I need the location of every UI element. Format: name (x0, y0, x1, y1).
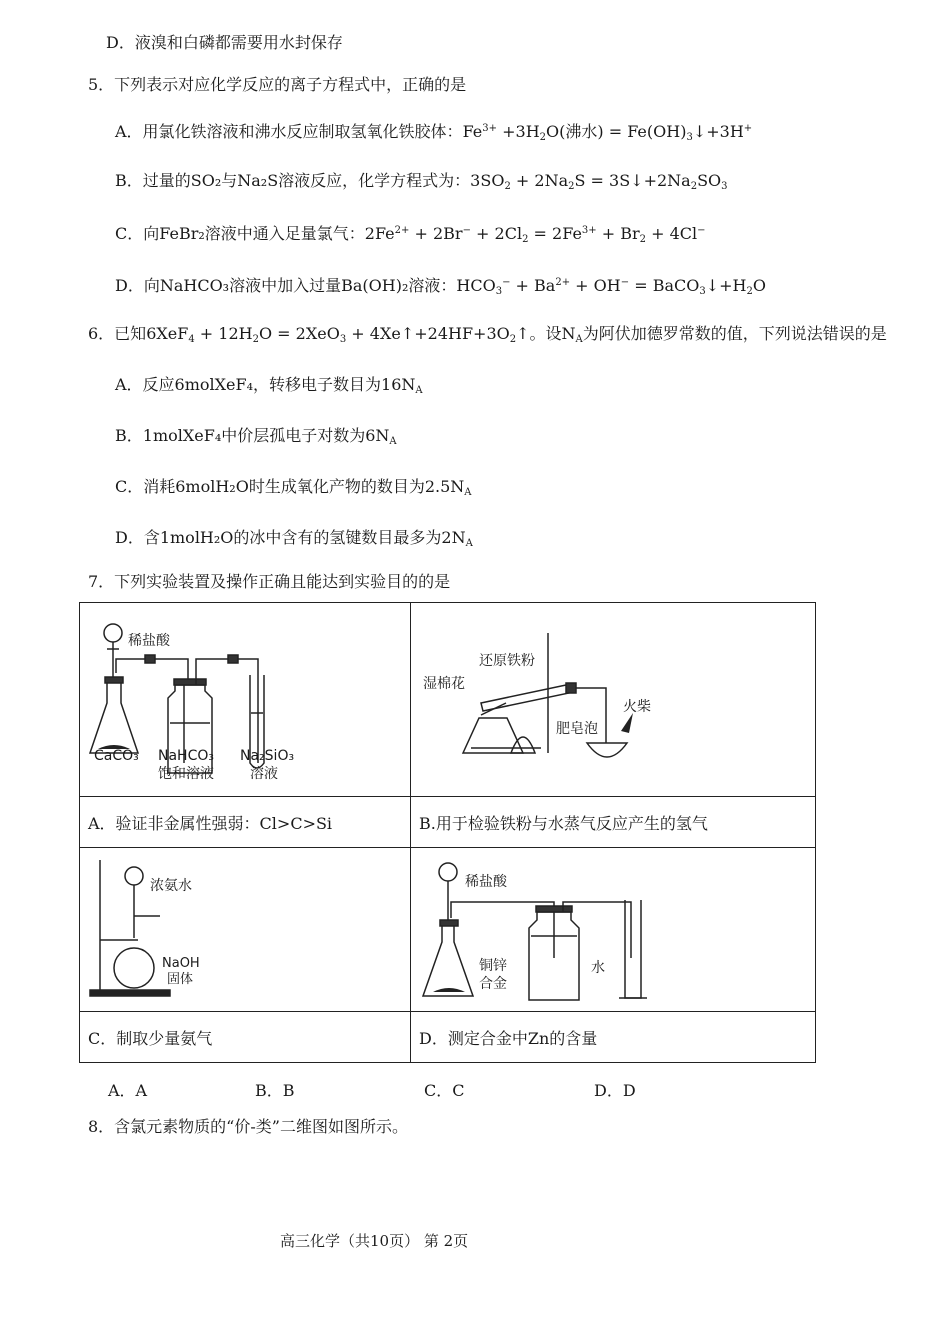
caption-b: B.用于检验铁粉与水蒸气反应产生的氢气 (411, 797, 816, 848)
q5-stem: 5．下列表示对应化学反应的离子方程式中，正确的是 (88, 75, 467, 94)
caption-a: A．验证非金属性强弱：Cl>C>Si (80, 797, 411, 848)
q7-choice-b: B．B (255, 1081, 295, 1100)
q5-option-d (115, 272, 766, 303)
q7-choice-a: A．A (108, 1081, 148, 1100)
q7-stem: 7．下列实验装置及操作正确且能达到实验目的的是 (88, 572, 451, 591)
q6-option-b-text: B．1molXeF₄中价层孤电子对数为6N (115, 426, 390, 445)
q5-option-d-text: D．向NaHCO₃溶液中加入过量Ba(OH)₂溶液： (115, 276, 457, 295)
q6-option-c: C．消耗6molH₂O时生成氧化产物的数目为$2.5N_A$ (115, 477, 472, 498)
label-alloy-2: 合金 (479, 976, 507, 992)
q5-option-b (115, 170, 728, 198)
q5-option-a-text: A．用氯化铁溶液和沸水反应制取氢氧化铁胶体： (115, 122, 463, 141)
q6-option-d-text: D．含1molH₂O的冰中含有的氢键数目最多为2N (115, 528, 466, 547)
figure-b-drawing (411, 603, 816, 796)
q5-option-b-eq: $3SO_2 + 2Na_2S$ = $3S↓+2Na_2SO_3$ (470, 171, 728, 192)
label-cotton: 湿棉花 (423, 676, 465, 692)
q6-stem-suffix: 。设N (529, 324, 576, 343)
q7-choice-d: D．D (594, 1081, 636, 1100)
figure-b (411, 603, 815, 796)
label-caco3: CaCO₃ (94, 748, 139, 764)
q7-choice-c: C．C (424, 1081, 465, 1100)
caption-d: D．测定合金中Zn的含量 (411, 1012, 816, 1063)
label-na2sio3: Na₂SiO₃ (240, 748, 295, 764)
q6-stem-prefix: 6．已知 (88, 324, 147, 343)
q8-stem: 8．含氯元素物质的“价-类”二维图如图所示。 (88, 1117, 408, 1136)
label-nahco3-sat: 饱和溶液 (158, 766, 214, 782)
label-alloy-1: 铜锌 (479, 958, 507, 974)
figure-a-drawing (80, 603, 410, 796)
label-soap: 肥皂泡 (556, 721, 598, 737)
figure-a (80, 603, 410, 796)
caption-c: C．制取少量氨气 (80, 1012, 411, 1063)
q6-option-a-text: A．反应6molXeF₄，转移电子数目为16N (115, 375, 416, 394)
q5-option-c (115, 220, 706, 251)
q6-stem-eq: $6XeF_4 + 12H_2O = 2XeO_3$ + $4Xe↑+24HF+3O_2↑$ (146, 324, 530, 345)
q5-option-b-text: B．过量的SO₂与Na₂S溶液反应，化学方程式为： (115, 171, 471, 190)
figure-c (80, 848, 410, 1011)
q7-apparatus-table (79, 602, 816, 1063)
label-na2sio3-sol: 溶液 (250, 766, 278, 782)
q6-option-b: B．1molXeF₄中价层孤电子对数为$6N_A$ (115, 426, 397, 447)
q6-option-c-text: C．消耗6molH₂O时生成氧化产物的数目为2.5N (115, 477, 465, 496)
label-acid-a: 稀盐酸 (128, 633, 170, 649)
label-nahco3: NaHCO₃ (158, 748, 214, 764)
q5-option-a-eq: $Fe^{3+} +3H_2O$(沸水) = $Fe(OH)_3↓+3H^+$ (462, 122, 753, 143)
q6-stem: 6．已知$6XeF_4 + 12H_2O = 2XeO_3$ + $4Xe↑+24HF+3O_2↑$。设$N_A$为阿伏加德罗常数的值，下列说法错误的是 (88, 324, 887, 345)
figure-d-drawing (411, 848, 816, 1011)
figure-c-drawing (80, 848, 410, 1011)
label-acid-d: 稀盐酸 (465, 874, 507, 890)
label-naoh: NaOH (162, 956, 200, 971)
q5-option-d-eq: $HCO_3^- + Ba^{2+} + OH^-$ = $BaCO_3↓+H_2O$ (456, 276, 766, 297)
label-ammonia: 浓氨水 (150, 878, 192, 894)
figure-d (411, 848, 815, 1011)
label-solid: 固体 (167, 972, 194, 987)
label-iron: 还原铁粉 (479, 653, 535, 669)
q5-option-c-eq: $2Fe^{2+} + 2Br^- + 2Cl_2 = 2Fe^{3+} + Br_2 + 4Cl^-$ (364, 224, 706, 245)
page-footer: 高三化学（共10页） 第 2页 (280, 1232, 469, 1250)
q5-option-c-text: C．向FeBr₂溶液中通入足量氯气： (115, 224, 365, 243)
q5-option-a (115, 118, 752, 149)
q6-option-a: A．反应6molXeF₄，转移电子数目为$16N_A$ (115, 375, 423, 396)
label-match: 火柴 (623, 699, 651, 715)
q6-option-d: D．含1molH₂O的冰中含有的氢键数目最多为$2N_A$ (115, 528, 473, 549)
label-water: 水 (591, 960, 605, 976)
q4-option-d: D．液溴和白磷都需要用水封保存 (106, 33, 343, 52)
q6-stem-tail: 为阿伏加德罗常数的值，下列说法错误的是 (582, 324, 887, 343)
